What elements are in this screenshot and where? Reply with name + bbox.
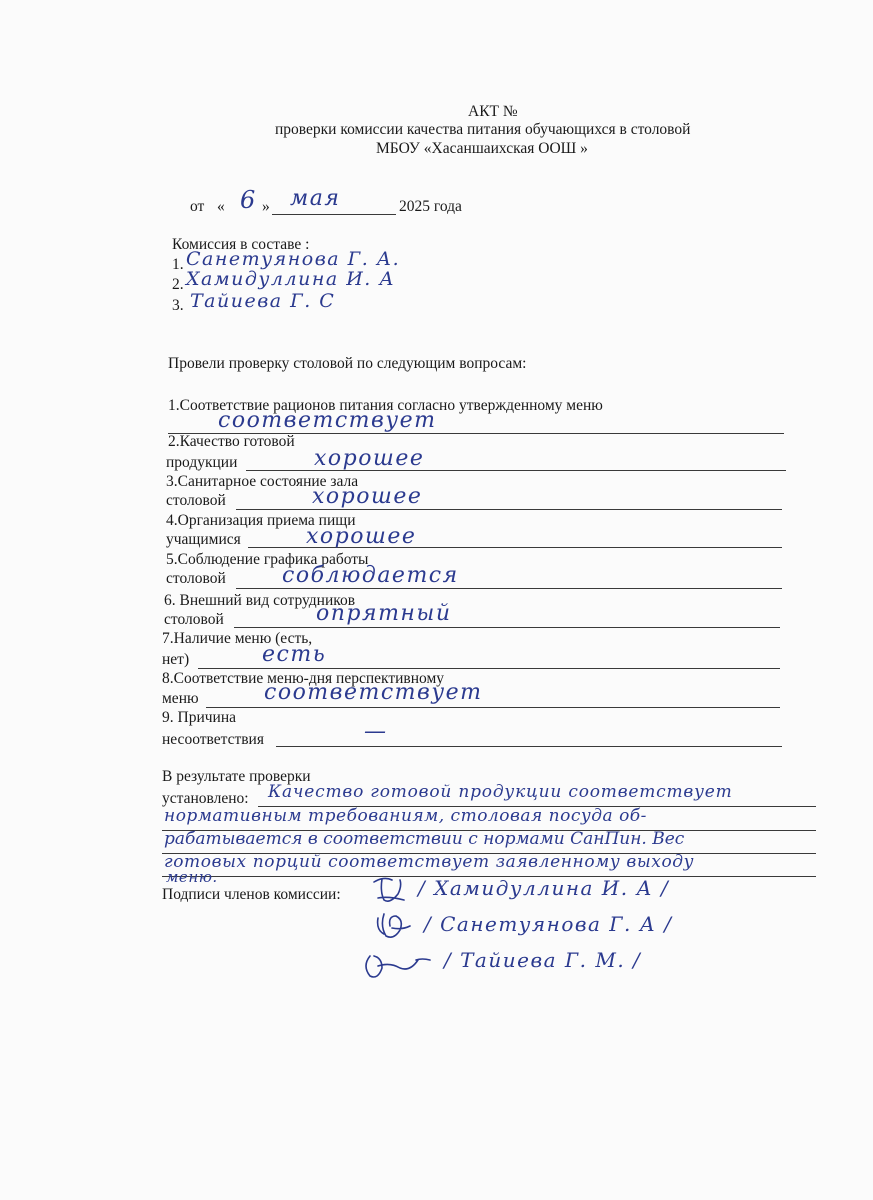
date-month: мая (290, 186, 341, 211)
signature-mark-2 (372, 908, 416, 944)
commission-title: Комиссия в составе : (172, 236, 310, 253)
question-6-label-cont: столовой (164, 611, 224, 628)
question-7-underline (198, 668, 780, 669)
question-9-label-cont: несоответствия (162, 731, 264, 748)
signature-mark-3 (360, 948, 440, 984)
question-3-underline (236, 509, 782, 510)
date-month-underline (272, 214, 396, 215)
question-4-answer: хорошее (306, 524, 417, 549)
signature-name-2: / Санетуянова Г. А / (424, 912, 673, 936)
signature-mark-1 (370, 874, 410, 908)
date-prefix: от (190, 198, 205, 215)
question-5-label: 5.Соблюдение графика работы (166, 551, 369, 568)
member-number-2: 2. (172, 276, 184, 293)
member-number-3: 3. (172, 297, 184, 314)
question-2-label: 2.Качество готовой (168, 433, 295, 450)
result-label: В результате проверки (162, 768, 311, 785)
question-7-answer: есть (262, 642, 327, 667)
question-8-label: 8.Соответствие меню-дня перспективному (162, 670, 445, 687)
question-9-underline (276, 746, 782, 747)
question-5-underline (236, 588, 782, 589)
date-close-quote: » (262, 198, 270, 215)
result-text-line-1: Качество готовой продукции соответствует (268, 782, 733, 802)
signatures-label: Подписи членов комиссии: (162, 886, 341, 903)
question-5-label-cont: столовой (166, 570, 226, 587)
question-8-label-cont: меню (162, 690, 199, 707)
act-title: АКТ № (468, 103, 518, 120)
question-1-label: 1.Соответствие рационов питания согласно утвержденному меню (168, 397, 603, 414)
signature-name-3: / Тайиева Г. М. / (444, 948, 642, 972)
date-year: 2025 года (399, 198, 462, 215)
result-text-line-2: нормативным требованиям, столовая посуда об- (164, 806, 647, 826)
question-3-label: 3.Санитарное состояние зала (166, 473, 359, 490)
signature-name-1: / Хамидуллина И. А / (418, 876, 670, 900)
question-1-answer: соответствует (218, 408, 437, 433)
question-8-underline (206, 707, 780, 708)
question-6-answer: опрятный (316, 601, 452, 626)
question-2-answer: хорошее (314, 446, 425, 471)
result-text-line-5: меню. (166, 868, 218, 886)
question-4-label: 4.Организация приема пищи (166, 512, 356, 529)
date-open-quote: « (217, 198, 225, 215)
question-3-answer: хорошее (312, 484, 423, 509)
question-7-label: 7.Наличие меню (есть, (162, 630, 313, 647)
question-2-label-cont: продукции (166, 454, 238, 471)
result-label-cont: установлено: (162, 790, 249, 807)
member-name-3: Тайиева Г. С (190, 290, 336, 312)
school-name: МБОУ «Хасаншаихская ООШ » (376, 140, 588, 157)
question-8-answer: соответствует (264, 680, 483, 705)
question-3-label-cont: столовой (166, 492, 226, 509)
result-text-line-3: рабатывается в соответствии с нормами СанПин. Вес (164, 829, 685, 849)
result-text-line-4: готовых порций соответствует заявленному выходу (164, 852, 695, 872)
question-5-answer: соблюдается (282, 563, 459, 588)
act-subtitle: проверки комиссии качества питания обучающихся в столовой (275, 121, 691, 138)
date-day: 6 (240, 186, 257, 214)
question-9-label: 9. Причина (162, 709, 237, 726)
member-name-1: Санетуянова Г. А. (186, 248, 401, 270)
question-6-label: 6. Внешний вид сотрудников (164, 592, 356, 609)
member-name-2: Хамидуллина И. А (186, 268, 396, 290)
question-6-underline (234, 627, 780, 628)
member-number-1: 1. (172, 256, 184, 273)
question-9-answer: — (364, 719, 388, 744)
question-4-label-cont: учащимися (166, 531, 241, 548)
check-intro: Провели проверку столовой по следующим вопросам: (168, 355, 527, 372)
question-7-label-cont: нет) (162, 651, 190, 668)
